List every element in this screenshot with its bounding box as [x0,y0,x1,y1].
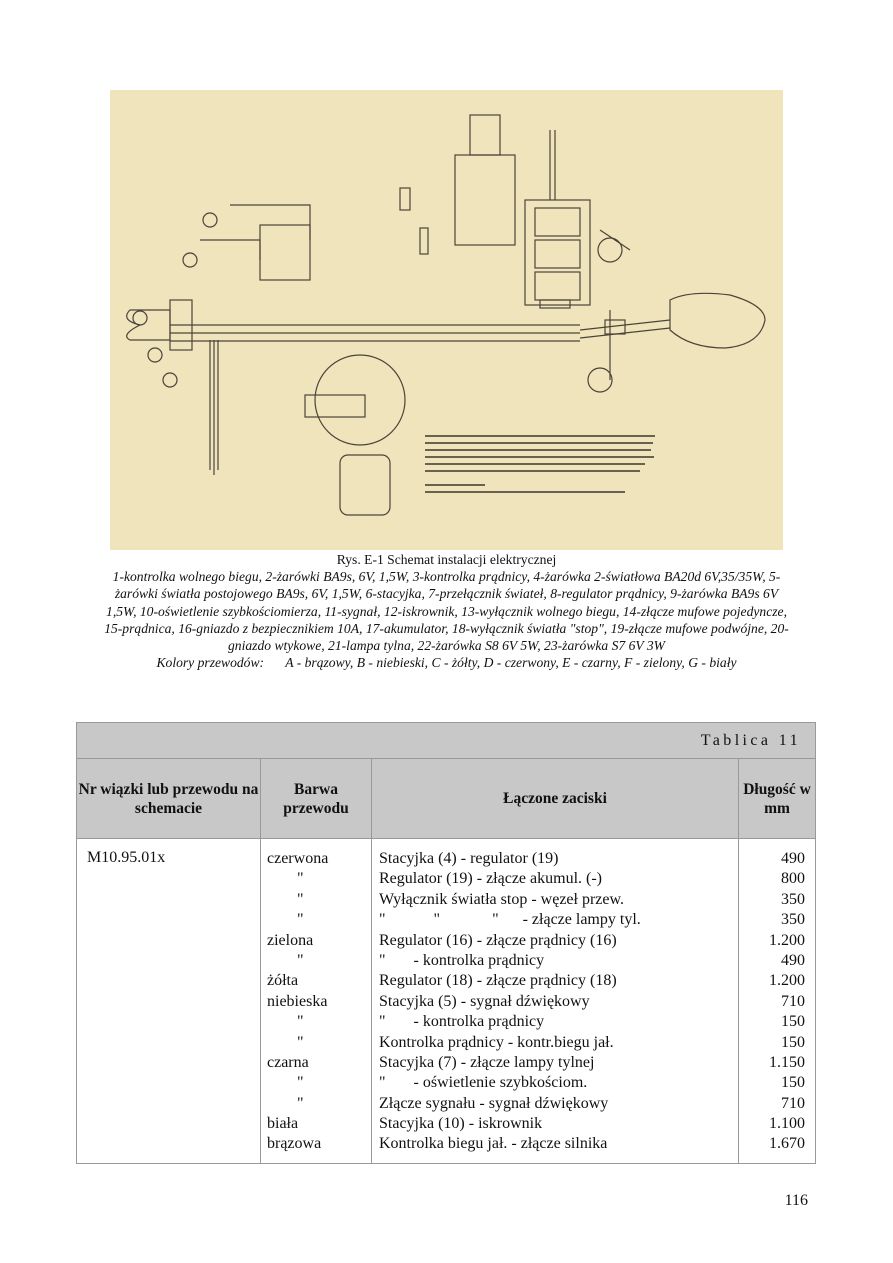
connected-terminals: " - oświetlenie szybkościom. [379,1074,588,1092]
table-row [77,992,815,1012]
connected-terminals: Regulator (18) - złącze prądnicy (18) [379,972,617,990]
table-row [77,890,815,910]
page-number: 116 [784,1192,808,1209]
wire-color: " [297,911,304,929]
wire-length: 490 [781,951,805,969]
connected-terminals: Złącze sygnału - sygnał dźwiękowy [379,1094,609,1112]
wiring-table [76,722,816,1164]
header-terminals: Łączone zaciski [503,790,607,807]
table-row [77,1073,815,1093]
table-row [77,971,815,991]
wire-length: 800 [781,870,805,888]
wire-length: 490 [781,850,805,867]
figure-caption [100,551,793,671]
harness-id: M10.95.01x [87,849,166,866]
wire-color: żółta [267,972,299,990]
connected-terminals: Regulator (16) - złącze prądnicy (16) [379,931,617,949]
table-header [77,759,815,839]
wire-color: " [297,951,304,969]
table-row [77,1114,815,1134]
table-row [77,910,815,930]
header-harness-number: Nr wiązki lub przewodu na schemacie [78,780,259,817]
wire-length: 710 [781,1094,805,1112]
wire-length: 1.150 [769,1053,805,1071]
colors-label: Kolory przewodów: [156,655,265,671]
connected-terminals: " - kontrolka prądnicy [379,951,545,969]
connected-terminals: Wyłącznik światła stop - węzeł przew. [379,890,625,908]
table-row [77,1094,815,1114]
table-body [77,839,815,1164]
connected-terminals: " " " - złącze lampy tyl. [379,911,641,929]
wire-length: 150 [781,1074,805,1092]
table-title: Tablica 11 [77,723,815,759]
wire-length: 1.100 [769,1115,805,1133]
table-row [77,1134,815,1154]
connected-terminals: " - kontrolka prądnicy [379,1013,545,1031]
connected-terminals: Regulator (19) - złącze akumul. (-) [379,870,603,888]
table-row [77,951,815,971]
connected-terminals: Stacyjka (4) - regulator (19) [379,850,559,867]
caption-body: 1-kontrolka wolnego biegu, 2-żarówki BA9s, 6V, 1,5W, 3-kontrolka prądnicy, 4-żarówka 2-światłowa BA20d 6V,35/35W, 5-żarówki światła postojowego BA9s, 6V, 1,5W, 6-stacyjka, 7-przełącznik świateł, 8-regulator prądnicy, 9-żarówka BA9s 6V 1,5W, 10-oświetlenie szybkościomierza, 11-sygnał, 12-iskrownik, 13-wyłącznik wolnego biegu, 14-złącze mufowe pojedyncze, 15-prądnica, 16-gniazdo z bezpiecznikiem 10A, 17-akumulator, 18-wyłącznik światła "stop", 19-złącze mufowe podwójne, 20-gniazdo wtykowe, 21-lampa tylna, 22-żarówka S8 6V 5W, 23-żarówka S7 6V 3W [104,569,789,654]
table-row [77,1012,815,1032]
wire-color: zielona [267,931,314,949]
wire-color: " [297,1013,304,1031]
connected-terminals: Kontrolka prądnicy - kontr.biegu jał. [379,1033,614,1051]
wire-color: " [297,890,304,908]
wire-color: niebieska [267,992,328,1010]
wire-color: brązowa [267,1135,322,1153]
connected-terminals: Stacyjka (5) - sygnał dźwiękowy [379,992,590,1010]
wiring-diagram-figure [110,90,783,550]
wire-length: 1.670 [769,1135,805,1153]
wire-length: 350 [781,890,805,908]
header-wire-color: Barwa przewodu [283,780,349,817]
table-row [77,1033,815,1053]
wiring-diagram [110,90,783,550]
caption-title: Rys. E-1 Schemat instalacji elektrycznej [336,552,557,567]
wire-length: 150 [781,1013,805,1031]
connected-terminals: Kontrolka biegu jał. - złącze silnika [379,1135,608,1153]
table-rows [77,849,815,1155]
connected-terminals: Stacyjka (10) - iskrownik [379,1115,543,1133]
wire-length: 150 [781,1033,805,1051]
table-row [77,849,815,869]
connected-terminals: Stacyjka (7) - złącze lampy tylnej [379,1053,595,1071]
header-length: Długość w mm [743,780,811,817]
wire-color: " [297,1033,304,1051]
wire-length: 350 [781,911,805,929]
colors-text: A - brązowy, B - niebieski, C - żółty, D - czerwony, E - czarny, F - zielony, G - biały [285,655,737,671]
wire-color: czarna [267,1053,309,1071]
table-row [77,1053,815,1073]
wire-color: czerwona [267,850,329,867]
caption-colors [100,654,793,671]
table-row [77,869,815,889]
wire-color: " [297,1094,304,1112]
wire-color: " [297,1074,304,1092]
wire-length: 710 [781,992,805,1010]
wire-length: 1.200 [769,931,805,949]
wire-color: biała [267,1115,299,1133]
wire-color: " [297,870,304,888]
wire-length: 1.200 [769,972,805,990]
table-row [77,931,815,951]
